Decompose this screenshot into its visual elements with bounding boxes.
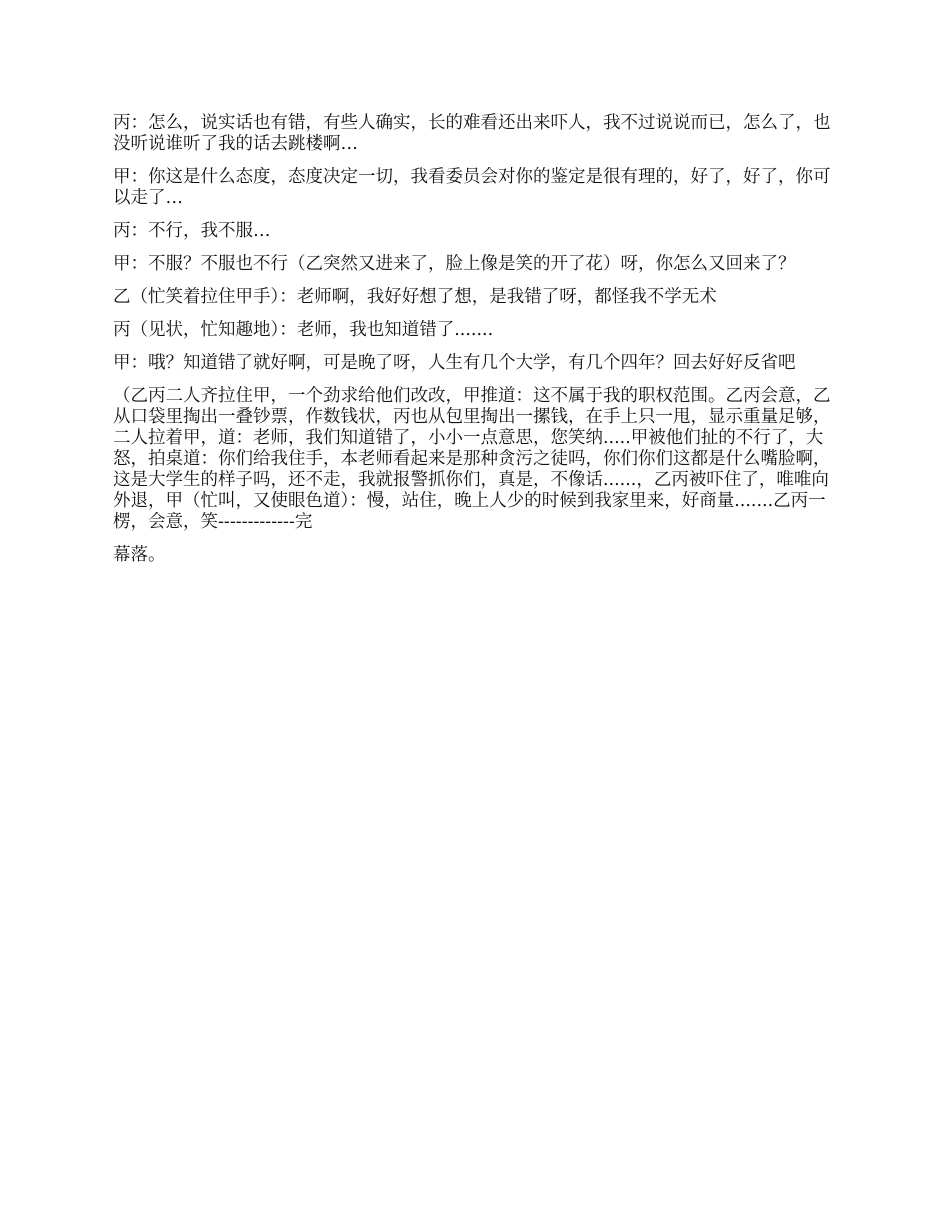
dialogue-line: 甲：不服？不服也不行（乙突然又进来了，脸上像是笑的开了花）呀，你怎么又回来了？ <box>113 254 796 274</box>
dialogue-line: 丙：不行，我不服… <box>113 221 271 241</box>
dialogue-line: 甲：哦？知道错了就好啊，可是晚了呀，人生有几个大学，有几个四年？回去好好反省吧 <box>113 353 796 373</box>
dialogue-line: 丙：怎么，说实话也有错，有些人确实，长的难看还出来吓人，我不过说说而已，怎么了，也没听说谁听了我的话去跳楼啊… <box>113 113 831 154</box>
dialogue-line: 乙（忙笑着拉住甲手）：老师啊，我好好想了想，是我错了呀，都怪我不学无术 <box>113 287 717 307</box>
document-body <box>113 113 839 578</box>
stage-direction: （乙丙二人齐拉住甲，一个劲求给他们改改，甲推道：这不属于我的职权范围。乙丙会意，乙从口袋里掏出一叠钞票，作数钱状，丙也从包里掏出一摞钱，在手上只一甩，显示重量足够，二人拉着甲，道：老师，我们知道错了，小小一点意思，您笑纳.....甲被他们扯的不行了，大怒，拍桌道：你们给我住手，本老师看起来是那种贪污之徒吗，你们你们这都是什么嘴脸啊，这是大学生的样子吗，还不走，我就报警抓你们，真是，不像话......，乙丙被吓住了，唯唯向外退，甲（忙叫，又使眼色道）：慢，站住，晚上人少的时候到我家里来，好商量.......乙丙一楞，会意，笑-------------完 <box>113 386 831 532</box>
dialogue-line: 丙（见状，忙知趣地）：老师，我也知道错了....... <box>113 320 494 340</box>
dialogue-line: 甲：你这是什么态度，态度决定一切，我看委员会对你的鉴定是很有理的，好了，好了，你可以走了… <box>113 167 831 208</box>
curtain-line: 幕落。 <box>113 545 166 565</box>
